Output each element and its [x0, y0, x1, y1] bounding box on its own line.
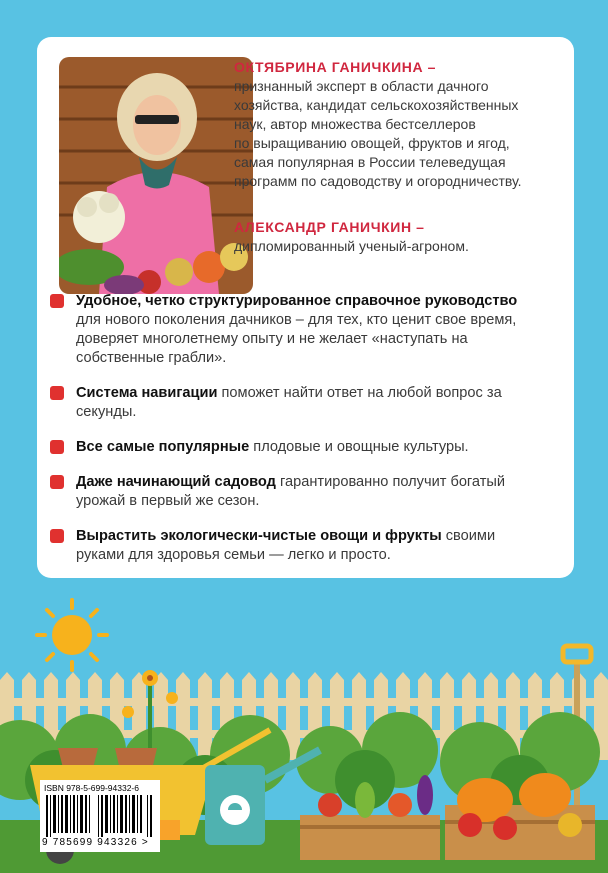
author1-line: наук, автор множества бестселлеров	[234, 116, 476, 132]
feature-text: своими руками для здоровья семьи — легко и просто.	[76, 528, 496, 563]
feature-item	[50, 438, 540, 457]
bullet-square-icon	[50, 529, 64, 543]
author1-line: хозяйства, кандидат сельскохозяйственных	[234, 97, 519, 113]
barcode-icon	[46, 795, 154, 837]
feature-item	[50, 292, 540, 368]
isbn-text: ISBN 978-5-699-94332-6	[44, 783, 139, 793]
sun-icon	[37, 600, 107, 670]
feature-text: поможет найти ответ на любой вопрос за секунды.	[76, 385, 502, 420]
barcode-label	[40, 780, 160, 852]
feature-list	[50, 292, 540, 581]
bullet-square-icon	[50, 294, 64, 308]
feature-text: плодовые и овощные культуры.	[249, 439, 469, 455]
author2-name: АЛЕКСАНДР ГАНИЧКИН –	[234, 219, 425, 235]
feature-item	[50, 384, 540, 422]
barcode-digits: 9 785699 943326 >	[42, 837, 149, 848]
author1-line: самая популярная в России телеведущая	[234, 154, 506, 170]
author1-line: программ по садоводству и огородничеству.	[234, 173, 522, 189]
feature-item	[50, 473, 540, 511]
feature-highlight: Вырастить экологически-чистые овощи и фрукты	[76, 528, 442, 544]
bullet-square-icon	[50, 440, 64, 454]
feature-item	[50, 527, 540, 565]
author2-bio	[234, 218, 564, 256]
feature-highlight: Удобное, четко структурированное справочное руководство	[76, 293, 518, 309]
author1-name: ОКТЯБРИНА ГАНИЧКИНА –	[234, 59, 437, 75]
feature-text: гарантированно получит богатый урожай в первый же сезон.	[76, 474, 506, 509]
feature-highlight: Система навигации	[76, 385, 218, 401]
author1-line: признанный эксперт в области дачного	[234, 78, 489, 94]
feature-highlight: Даже начинающий садовод	[76, 474, 276, 490]
bullet-square-icon	[50, 386, 64, 400]
bullet-square-icon	[50, 475, 64, 489]
author2-line: дипломированный ученый-агроном.	[234, 238, 469, 254]
author1-bio	[234, 58, 564, 191]
feature-highlight: Все самые популярные	[76, 439, 250, 455]
author1-line: по выращиванию овощей, фруктов и ягод,	[234, 135, 510, 151]
author-photo	[59, 57, 253, 294]
feature-text: для нового поколения дачников – для тех, кто ценит свое время, доверяет многолетнему опыту и не желает «наступать на собственные грабли».	[76, 312, 517, 366]
